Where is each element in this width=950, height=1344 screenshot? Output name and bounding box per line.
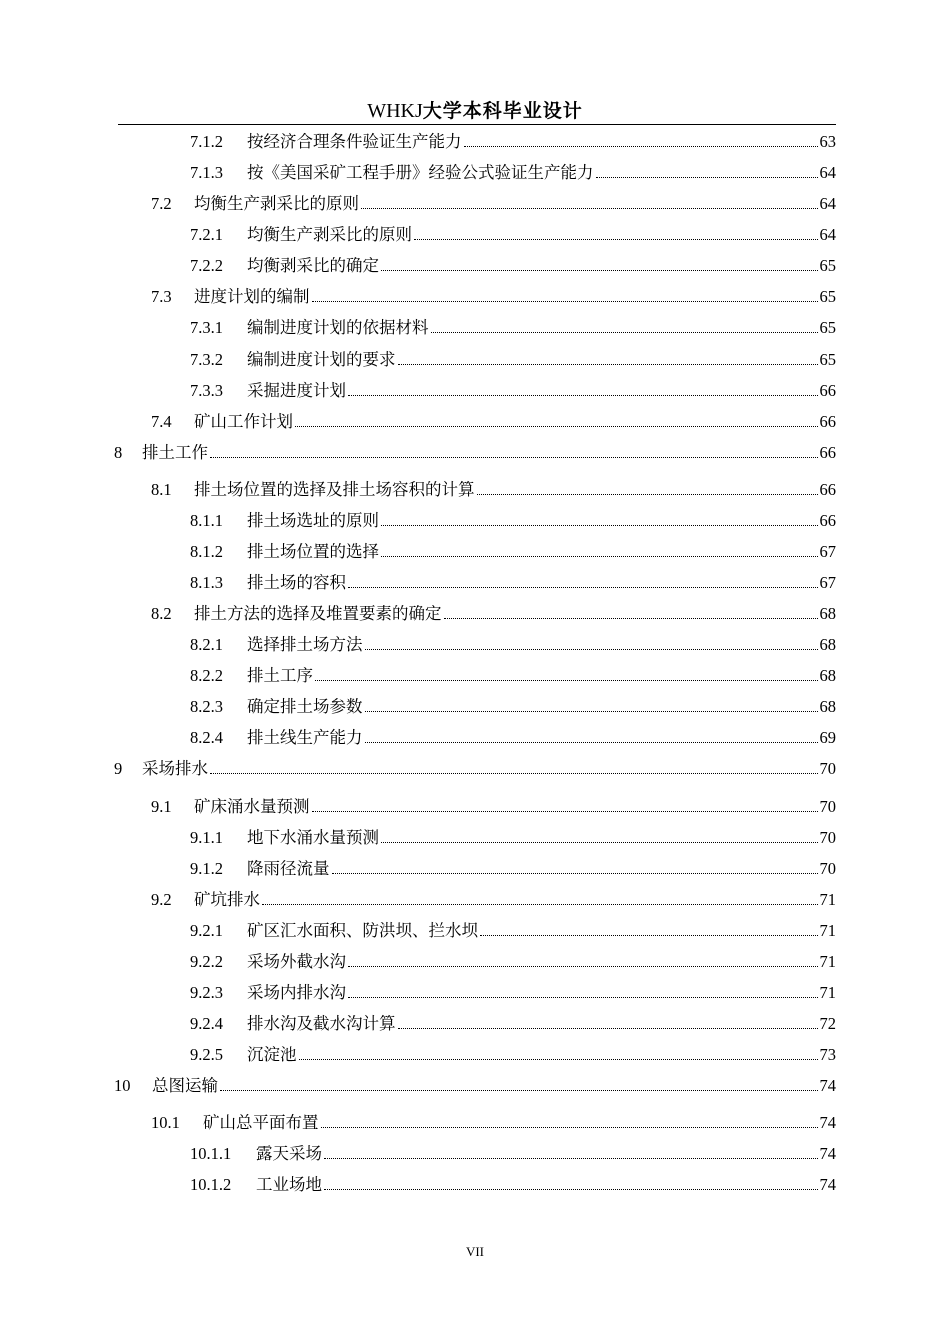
page-number: VII <box>465 1244 485 1259</box>
toc-entry-number: 9.2.1 <box>190 921 223 940</box>
toc-dot-leader <box>414 239 818 240</box>
toc-dot-leader <box>210 773 818 774</box>
toc-entry-number: 7.2 <box>151 194 172 213</box>
toc-entry-number: 7.3 <box>151 287 172 306</box>
toc-entry-title: 按经济合理条件验证生产能力 <box>247 132 462 151</box>
toc-entry[interactable] <box>190 948 836 972</box>
toc-entry[interactable] <box>190 917 836 941</box>
toc-entry-number: 8.2.3 <box>190 697 223 716</box>
toc-entry[interactable] <box>190 252 836 276</box>
toc-entry[interactable] <box>190 1041 836 1065</box>
toc-entry-number: 7.3.1 <box>190 318 223 337</box>
toc-entry-page: 64 <box>819 225 836 244</box>
toc-entry-number: 9.1 <box>151 797 172 816</box>
toc-entry-page: 68 <box>819 635 836 654</box>
toc-entry-number: 9.2.4 <box>190 1014 223 1033</box>
toc-entry[interactable] <box>114 439 836 463</box>
toc-entry-number: 7.2.2 <box>190 256 223 275</box>
toc-entry-page: 66 <box>819 511 836 530</box>
toc-entry[interactable] <box>151 283 836 307</box>
toc-entry-page: 66 <box>819 412 836 431</box>
toc-dot-leader <box>324 1189 818 1190</box>
toc-dot-leader <box>596 177 818 178</box>
toc-entry-title: 按《美国采矿工程手册》经验公式验证生产能力 <box>247 163 594 182</box>
toc-entry[interactable] <box>190 159 836 183</box>
toc-dot-leader <box>361 208 818 209</box>
toc-entry-page: 65 <box>819 350 836 369</box>
toc-entry[interactable] <box>190 377 836 401</box>
toc-entry-page: 74 <box>819 1144 836 1163</box>
toc-entry-title: 均衡生产剥采比的原则 <box>247 225 412 244</box>
toc-dot-leader <box>381 525 818 526</box>
toc-entry[interactable] <box>190 314 836 338</box>
toc-entry-title: 排土场位置的选择 <box>247 542 379 561</box>
toc-entry-title: 选择排土场方法 <box>247 635 363 654</box>
toc-entry-page: 66 <box>819 480 836 499</box>
toc-entry-page: 68 <box>819 666 836 685</box>
toc-entry-page: 70 <box>819 759 836 778</box>
toc-dot-leader <box>398 364 818 365</box>
toc-entry[interactable] <box>114 755 836 779</box>
toc-entry-number: 9.2 <box>151 890 172 909</box>
toc-entry-page: 64 <box>819 194 836 213</box>
toc-entry[interactable] <box>190 662 836 686</box>
toc-dot-leader <box>477 494 818 495</box>
toc-entry-title: 编制进度计划的要求 <box>247 350 396 369</box>
toc-entry[interactable] <box>151 476 836 500</box>
toc-entry-title: 降雨径流量 <box>247 859 330 878</box>
toc-dot-leader <box>464 146 818 147</box>
toc-dot-leader <box>444 618 818 619</box>
toc-entry-number: 9.2.3 <box>190 983 223 1002</box>
toc-entry-title: 均衡生产剥采比的原则 <box>194 194 359 213</box>
toc-entry-page: 71 <box>819 921 836 940</box>
toc-entry-number: 7.3.2 <box>190 350 223 369</box>
toc-entry-title: 排水沟及截水沟计算 <box>247 1014 396 1033</box>
toc-entry-page: 68 <box>819 604 836 623</box>
toc-entry-number: 7.3.3 <box>190 381 223 400</box>
toc-entry-page: 71 <box>819 952 836 971</box>
toc-dot-leader <box>299 1059 818 1060</box>
toc-entry[interactable] <box>190 569 836 593</box>
toc-entry-title: 排土方法的选择及堆置要素的确定 <box>194 604 442 623</box>
toc-entry[interactable] <box>190 693 836 717</box>
toc-entry[interactable] <box>190 128 836 152</box>
header-latin: WHKJ <box>367 100 423 122</box>
toc-entry-title: 编制进度计划的依据材料 <box>247 318 429 337</box>
toc-dot-leader <box>365 742 818 743</box>
toc-entry-number: 8.1.3 <box>190 573 223 592</box>
toc-entry-title: 确定排土场参数 <box>247 697 363 716</box>
toc-entry-title: 排土线生产能力 <box>247 728 363 747</box>
toc-entry-page: 68 <box>819 697 836 716</box>
toc-dot-leader <box>480 935 818 936</box>
toc-entry-title: 矿山工作计划 <box>194 412 293 431</box>
toc-entry-number: 7.2.1 <box>190 225 223 244</box>
toc-dot-leader <box>315 680 818 681</box>
toc-entry[interactable] <box>151 600 836 624</box>
toc-entry[interactable] <box>151 190 836 214</box>
toc-dot-leader <box>295 426 818 427</box>
toc-entry-number: 9.1.2 <box>190 859 223 878</box>
toc-entry-title: 工业场地 <box>256 1175 322 1194</box>
toc-entry-title: 进度计划的编制 <box>194 287 310 306</box>
toc-entry-title: 矿床涌水量预测 <box>194 797 310 816</box>
toc-entry[interactable] <box>190 346 836 370</box>
toc-entry-title: 采场外截水沟 <box>247 952 346 971</box>
toc-entry-page: 73 <box>819 1045 836 1064</box>
toc-dot-leader <box>348 997 818 998</box>
toc-entry[interactable] <box>190 1140 836 1164</box>
toc-entry[interactable] <box>190 631 836 655</box>
toc-dot-leader <box>348 966 818 967</box>
toc-entry-number: 8.1.2 <box>190 542 223 561</box>
toc-entry-number: 9 <box>114 759 123 778</box>
toc-entry-number: 10.1.2 <box>190 1175 232 1194</box>
toc-dot-leader <box>312 811 818 812</box>
toc-entry[interactable] <box>190 979 836 1003</box>
toc-entry-title: 排土工作 <box>142 443 208 462</box>
toc-entry[interactable] <box>114 1072 836 1096</box>
toc-entry-page: 67 <box>819 573 836 592</box>
toc-entry-page: 65 <box>819 318 836 337</box>
toc-entry-number: 9.2.5 <box>190 1045 223 1064</box>
toc-entry[interactable] <box>190 855 836 879</box>
toc-entry[interactable] <box>151 408 836 432</box>
toc-entry-title: 排土场位置的选择及排土场容积的计算 <box>194 480 475 499</box>
toc-entry-number: 7.4 <box>151 412 172 431</box>
toc-dot-leader <box>348 587 818 588</box>
toc-entry[interactable] <box>190 1171 836 1195</box>
toc-dot-leader <box>321 1127 818 1128</box>
toc-entry[interactable] <box>151 1109 836 1133</box>
toc-dot-leader <box>398 1028 818 1029</box>
header-title: 大学本科毕业设计 <box>422 100 583 122</box>
toc-entry-page: 74 <box>819 1113 836 1132</box>
toc-dot-leader <box>312 301 818 302</box>
toc-entry-number: 8.2 <box>151 604 172 623</box>
toc-entry-title: 均衡剥采比的确定 <box>247 256 379 275</box>
toc-entry-page: 70 <box>819 797 836 816</box>
toc-entry-title: 露天采场 <box>256 1144 322 1163</box>
toc-entry-title: 沉淀池 <box>247 1045 297 1064</box>
toc-entry-number: 9.2.2 <box>190 952 223 971</box>
toc-entry-page: 71 <box>819 890 836 909</box>
toc-entry-number: 10.1.1 <box>190 1144 232 1163</box>
toc-entry-title: 矿坑排水 <box>194 890 260 909</box>
toc-entry-number: 8 <box>114 443 123 462</box>
toc-dot-leader <box>332 873 818 874</box>
toc-entry-number: 8.2.1 <box>190 635 223 654</box>
toc-entry[interactable] <box>190 507 836 531</box>
toc-entry-title: 排土场的容积 <box>247 573 346 592</box>
toc-entry[interactable] <box>190 824 836 848</box>
toc-entry-page: 69 <box>819 728 836 747</box>
toc-entry-title: 排土场选址的原则 <box>247 511 379 530</box>
toc-entry-title: 采掘进度计划 <box>247 381 346 400</box>
toc-entry[interactable] <box>151 793 836 817</box>
toc-entry-number: 7.1.3 <box>190 163 223 182</box>
toc-entry-number: 9.1.1 <box>190 828 223 847</box>
toc-entry-page: 74 <box>819 1175 836 1194</box>
toc-entry-page: 71 <box>819 983 836 1002</box>
toc-entry[interactable] <box>190 221 836 245</box>
toc-entry-title: 采场排水 <box>142 759 208 778</box>
toc-entry-number: 10 <box>114 1076 131 1095</box>
toc-dot-leader <box>262 904 818 905</box>
toc-entry-page: 67 <box>819 542 836 561</box>
toc-entry-title: 采场内排水沟 <box>247 983 346 1002</box>
toc-entry-page: 74 <box>819 1076 836 1095</box>
toc-dot-leader <box>210 457 818 458</box>
toc-entry-page: 70 <box>819 828 836 847</box>
toc-entry-page: 63 <box>819 132 836 151</box>
toc-entry-number: 7.1.2 <box>190 132 223 151</box>
toc-entry-title: 地下水涌水量预测 <box>247 828 379 847</box>
toc-entry-page: 72 <box>819 1014 836 1033</box>
toc-entry-number: 8.2.4 <box>190 728 223 747</box>
toc-entry-number: 8.1.1 <box>190 511 223 530</box>
toc-entry[interactable] <box>151 886 836 910</box>
toc-dot-leader <box>381 842 818 843</box>
toc-dot-leader <box>381 556 818 557</box>
toc-dot-leader <box>348 395 818 396</box>
toc-entry-title: 排土工序 <box>247 666 313 685</box>
toc-dot-leader <box>431 332 818 333</box>
toc-entry-page: 66 <box>819 381 836 400</box>
toc-entry[interactable] <box>190 1010 836 1034</box>
toc-dot-leader <box>365 711 818 712</box>
toc-entry-number: 10.1 <box>151 1113 180 1132</box>
toc-entry-page: 64 <box>819 163 836 182</box>
toc-entry-title: 矿山总平面布置 <box>203 1113 319 1132</box>
toc-dot-leader <box>381 270 818 271</box>
toc-entry-page: 70 <box>819 859 836 878</box>
toc-entry-title: 矿区汇水面积、防洪坝、拦水坝 <box>247 921 478 940</box>
toc-entry-page: 65 <box>819 287 836 306</box>
toc-entry[interactable] <box>190 538 836 562</box>
toc-entry[interactable] <box>190 724 836 748</box>
toc-entry-number: 8.1 <box>151 480 172 499</box>
toc-dot-leader <box>220 1090 818 1091</box>
toc-dot-leader <box>324 1158 818 1159</box>
toc-entry-title: 总图运输 <box>152 1076 218 1095</box>
toc-entry-page: 65 <box>819 256 836 275</box>
toc-dot-leader <box>365 649 818 650</box>
toc-entry-number: 8.2.2 <box>190 666 223 685</box>
toc-entry-page: 66 <box>819 443 836 462</box>
